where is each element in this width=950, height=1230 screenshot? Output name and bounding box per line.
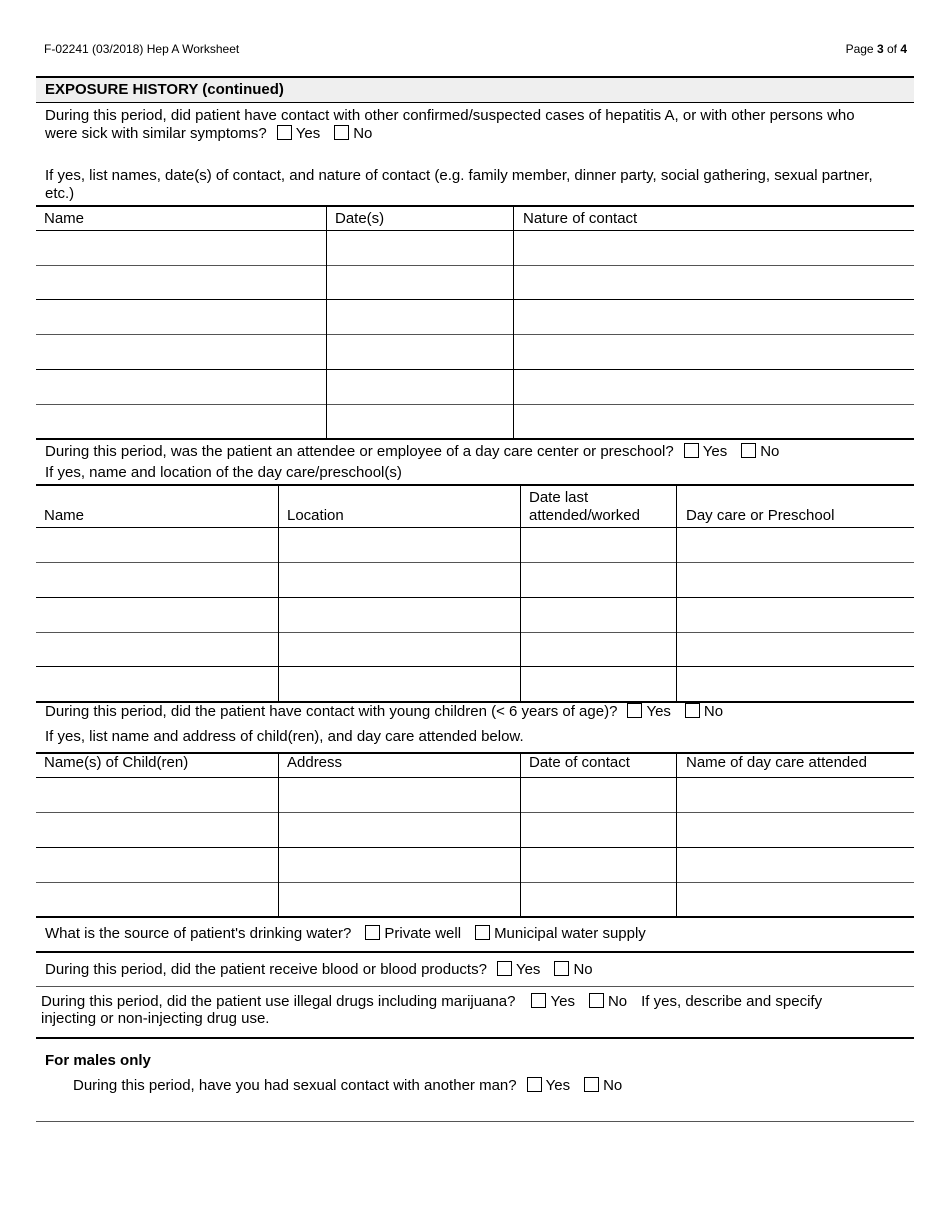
q-contacts-text: were sick with similar symptoms? bbox=[45, 125, 267, 142]
q-drugs-text: During this period, did the patient use illegal drugs including marijuana? bbox=[41, 993, 516, 1010]
daycare-yes-checkbox[interactable] bbox=[684, 443, 699, 458]
column-divider bbox=[278, 485, 279, 702]
males-yes-checkbox[interactable] bbox=[527, 1077, 542, 1092]
males-no-label: No bbox=[603, 1077, 623, 1094]
q-children-followup: If yes, list name and address of child(ren), and day care attended below. bbox=[45, 728, 524, 745]
table-row bbox=[36, 369, 914, 370]
contacts-no-checkbox[interactable] bbox=[334, 125, 349, 140]
drugs-yes-checkbox[interactable] bbox=[531, 993, 546, 1008]
table-row bbox=[36, 632, 914, 633]
daycare-no-label: No bbox=[760, 443, 780, 460]
q-drugs-followup-b: injecting or non-injecting drug use. bbox=[41, 1010, 270, 1027]
contacts-header-name: Name bbox=[44, 210, 85, 227]
table-top bbox=[36, 484, 914, 486]
table-row bbox=[36, 882, 914, 883]
drugs-followup-a: If yes, describe and specify bbox=[641, 993, 823, 1010]
table-bottom bbox=[36, 438, 914, 440]
males-yes-label: Yes bbox=[545, 1077, 571, 1094]
q-contacts-line2 bbox=[45, 125, 372, 143]
table-row bbox=[36, 265, 914, 266]
males-no-checkbox[interactable] bbox=[584, 1077, 599, 1092]
q-contacts-followup1: If yes, list names, date(s) of contact, and nature of contact (e.g. family member, dinner party, social gathering, sexual partner, bbox=[45, 167, 873, 184]
divider bbox=[36, 76, 914, 78]
section-title: EXPOSURE HISTORY (continued) bbox=[45, 81, 284, 98]
water-well-label: Private well bbox=[384, 925, 462, 942]
contacts-yes-label: Yes bbox=[295, 125, 321, 142]
table-row bbox=[36, 777, 914, 778]
males-title: For males only bbox=[45, 1052, 151, 1069]
children-yes-label: Yes bbox=[646, 703, 671, 720]
children-no-label: No bbox=[703, 703, 724, 720]
blood-no-checkbox[interactable] bbox=[554, 961, 569, 976]
blood-yes-checkbox[interactable] bbox=[497, 961, 512, 976]
blood-yes-label: Yes bbox=[515, 961, 541, 978]
q-daycare-followup: If yes, name and location of the day care/preschool(s) bbox=[45, 464, 402, 481]
blood-no-label: No bbox=[573, 961, 593, 978]
page-number: Page 3 of 4 bbox=[845, 42, 907, 56]
q-children-text: During this period, did the patient have contact with young children (< 6 years of age)? bbox=[45, 703, 618, 720]
daycare-header-date-line2: attended/worked bbox=[529, 507, 640, 524]
column-divider bbox=[326, 206, 327, 439]
children-header-name: Name(s) of Child(ren) bbox=[44, 754, 189, 771]
daycare-header-date-line1: Date last bbox=[529, 489, 589, 506]
drugs-yes-label: Yes bbox=[550, 993, 575, 1010]
daycare-header-location: Location bbox=[287, 507, 344, 524]
table-row bbox=[36, 404, 914, 405]
divider bbox=[36, 1037, 914, 1039]
q-contacts-line1: During this period, did patient have contact with other confirmed/suspected cases of hepatitis A, or with other persons who bbox=[45, 107, 855, 124]
daycare-header-type: Day care or Preschool bbox=[686, 507, 835, 524]
daycare-header-name: Name bbox=[44, 507, 85, 524]
form-id: F-02241 (03/2018) Hep A Worksheet bbox=[44, 42, 240, 56]
table-bottom bbox=[36, 916, 914, 918]
table-row bbox=[36, 230, 914, 231]
q-contacts-followup2: etc.) bbox=[45, 185, 75, 202]
q-males-line bbox=[73, 1077, 622, 1095]
divider bbox=[36, 951, 914, 953]
divider bbox=[36, 986, 914, 987]
q-children-line bbox=[45, 703, 723, 721]
table-top bbox=[36, 205, 914, 207]
q-drugs-line1 bbox=[41, 993, 822, 1011]
children-header-daycare: Name of day care attended bbox=[686, 754, 867, 771]
column-divider bbox=[676, 485, 677, 702]
drugs-no-checkbox[interactable] bbox=[589, 993, 604, 1008]
column-divider bbox=[520, 485, 521, 702]
column-divider bbox=[513, 206, 514, 439]
water-municipal-label: Municipal water supply bbox=[494, 925, 646, 942]
daycare-yes-label: Yes bbox=[702, 443, 728, 460]
contacts-yes-checkbox[interactable] bbox=[277, 125, 292, 140]
children-header-address: Address bbox=[287, 754, 343, 771]
table-row bbox=[36, 334, 914, 335]
children-header-date: Date of contact bbox=[529, 754, 630, 771]
contacts-header-dates: Date(s) bbox=[335, 210, 385, 227]
q-daycare-text: During this period, was the patient an attendee or employee of a day care center or preschool? bbox=[45, 443, 674, 460]
column-divider bbox=[520, 753, 521, 917]
daycare-header-date bbox=[529, 489, 640, 525]
water-well-checkbox[interactable] bbox=[365, 925, 380, 940]
drugs-no-label: No bbox=[607, 993, 628, 1010]
table-row bbox=[36, 847, 914, 848]
table-row bbox=[36, 299, 914, 300]
contacts-no-label: No bbox=[353, 125, 373, 142]
table-row bbox=[36, 597, 914, 598]
divider bbox=[36, 1121, 914, 1122]
column-divider bbox=[278, 753, 279, 917]
q-blood-text: During this period, did the patient receive blood or blood products? bbox=[45, 961, 487, 978]
table-row bbox=[36, 812, 914, 813]
table-row bbox=[36, 527, 914, 528]
q-water-line bbox=[45, 925, 646, 943]
divider bbox=[36, 102, 914, 103]
q-daycare-line bbox=[45, 443, 779, 461]
contacts-header-nature: Nature of contact bbox=[523, 210, 638, 227]
q-water-text: What is the source of patient's drinking water? bbox=[45, 925, 352, 942]
water-municipal-checkbox[interactable] bbox=[475, 925, 490, 940]
column-divider bbox=[676, 753, 677, 917]
children-yes-checkbox[interactable] bbox=[627, 703, 642, 718]
table-row bbox=[36, 562, 914, 563]
q-blood-line bbox=[45, 961, 593, 979]
table-row bbox=[36, 666, 914, 667]
children-no-checkbox[interactable] bbox=[685, 703, 700, 718]
daycare-no-checkbox[interactable] bbox=[741, 443, 756, 458]
q-males-text: During this period, have you had sexual contact with another man? bbox=[73, 1077, 517, 1094]
